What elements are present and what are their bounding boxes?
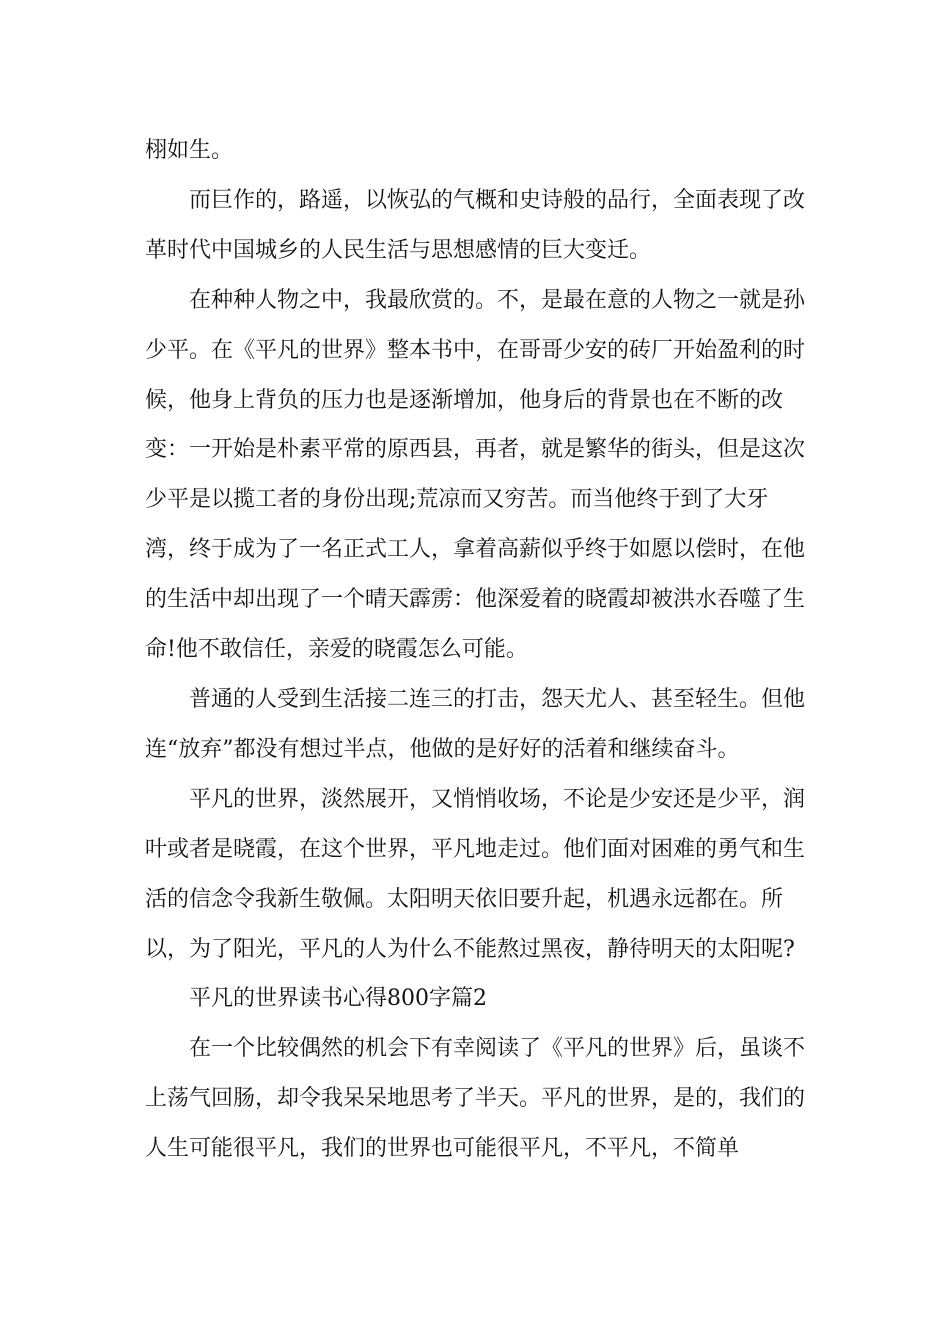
document-body	[145, 126, 810, 1174]
paragraph-5: 平凡的世界，淡然展开，又悄悄收场，不论是少安还是少平，润叶或者是晓霞，在这个世界，平凡地走过。他们面对困难的勇气和生活的信念令我新生敬佩。太阳明天依旧要升起，机遇永远都在。所以，为了阳光，平凡的人为什么不能熬过黑夜，静待明天的太阳呢?	[145, 786, 806, 962]
section-heading: 平凡的世界读书心得800字篇2	[189, 986, 487, 1012]
paragraph-3: 在种种人物之中，我最欣赏的。不，是最在意的人物之一就是孙少平。在《平凡的世界》整本书中，在哥哥少安的砖厂开始盈利的时候，他身上背负的压力也是逐渐增加，他身后的背景也在不断的改变：一开始是朴素平常的原西县，再者，就是繁华的街头，但是这次少平是以揽工者的身份出现;荒凉而又穷苦。而当他终于到了大牙湾，终于成为了一名正式工人，拿着高薪似乎终于如愿以偿时，在他的生活中却出现了一个晴天霹雳：他深爱着的晓霞却被洪水吞噬了生命!他不敢信任，亲爱的晓霞怎么可能。	[145, 287, 806, 663]
paragraph-1: 栩如生。	[145, 138, 234, 163]
paragraph-4: 普通的人受到生活接二连三的打击，怨天尤人、甚至轻生。但他连“放弃”都没有想过半点，他做的是好好的活着和继续奋斗。	[145, 686, 806, 762]
paragraph-6: 在一个比较偶然的机会下有幸阅读了《平凡的世界》后，虽谈不上荡气回肠，却令我呆呆地思考了半天。平凡的世界，是的，我们的人生可能很平凡，我们的世界也可能很平凡，不平凡，不简单	[145, 1036, 806, 1162]
paragraph-2: 而巨作的，路遥，以恢弘的气概和史诗般的品行，全面表现了改革时代中国城乡的人民生活与思想感情的巨大变迁。	[145, 187, 806, 263]
